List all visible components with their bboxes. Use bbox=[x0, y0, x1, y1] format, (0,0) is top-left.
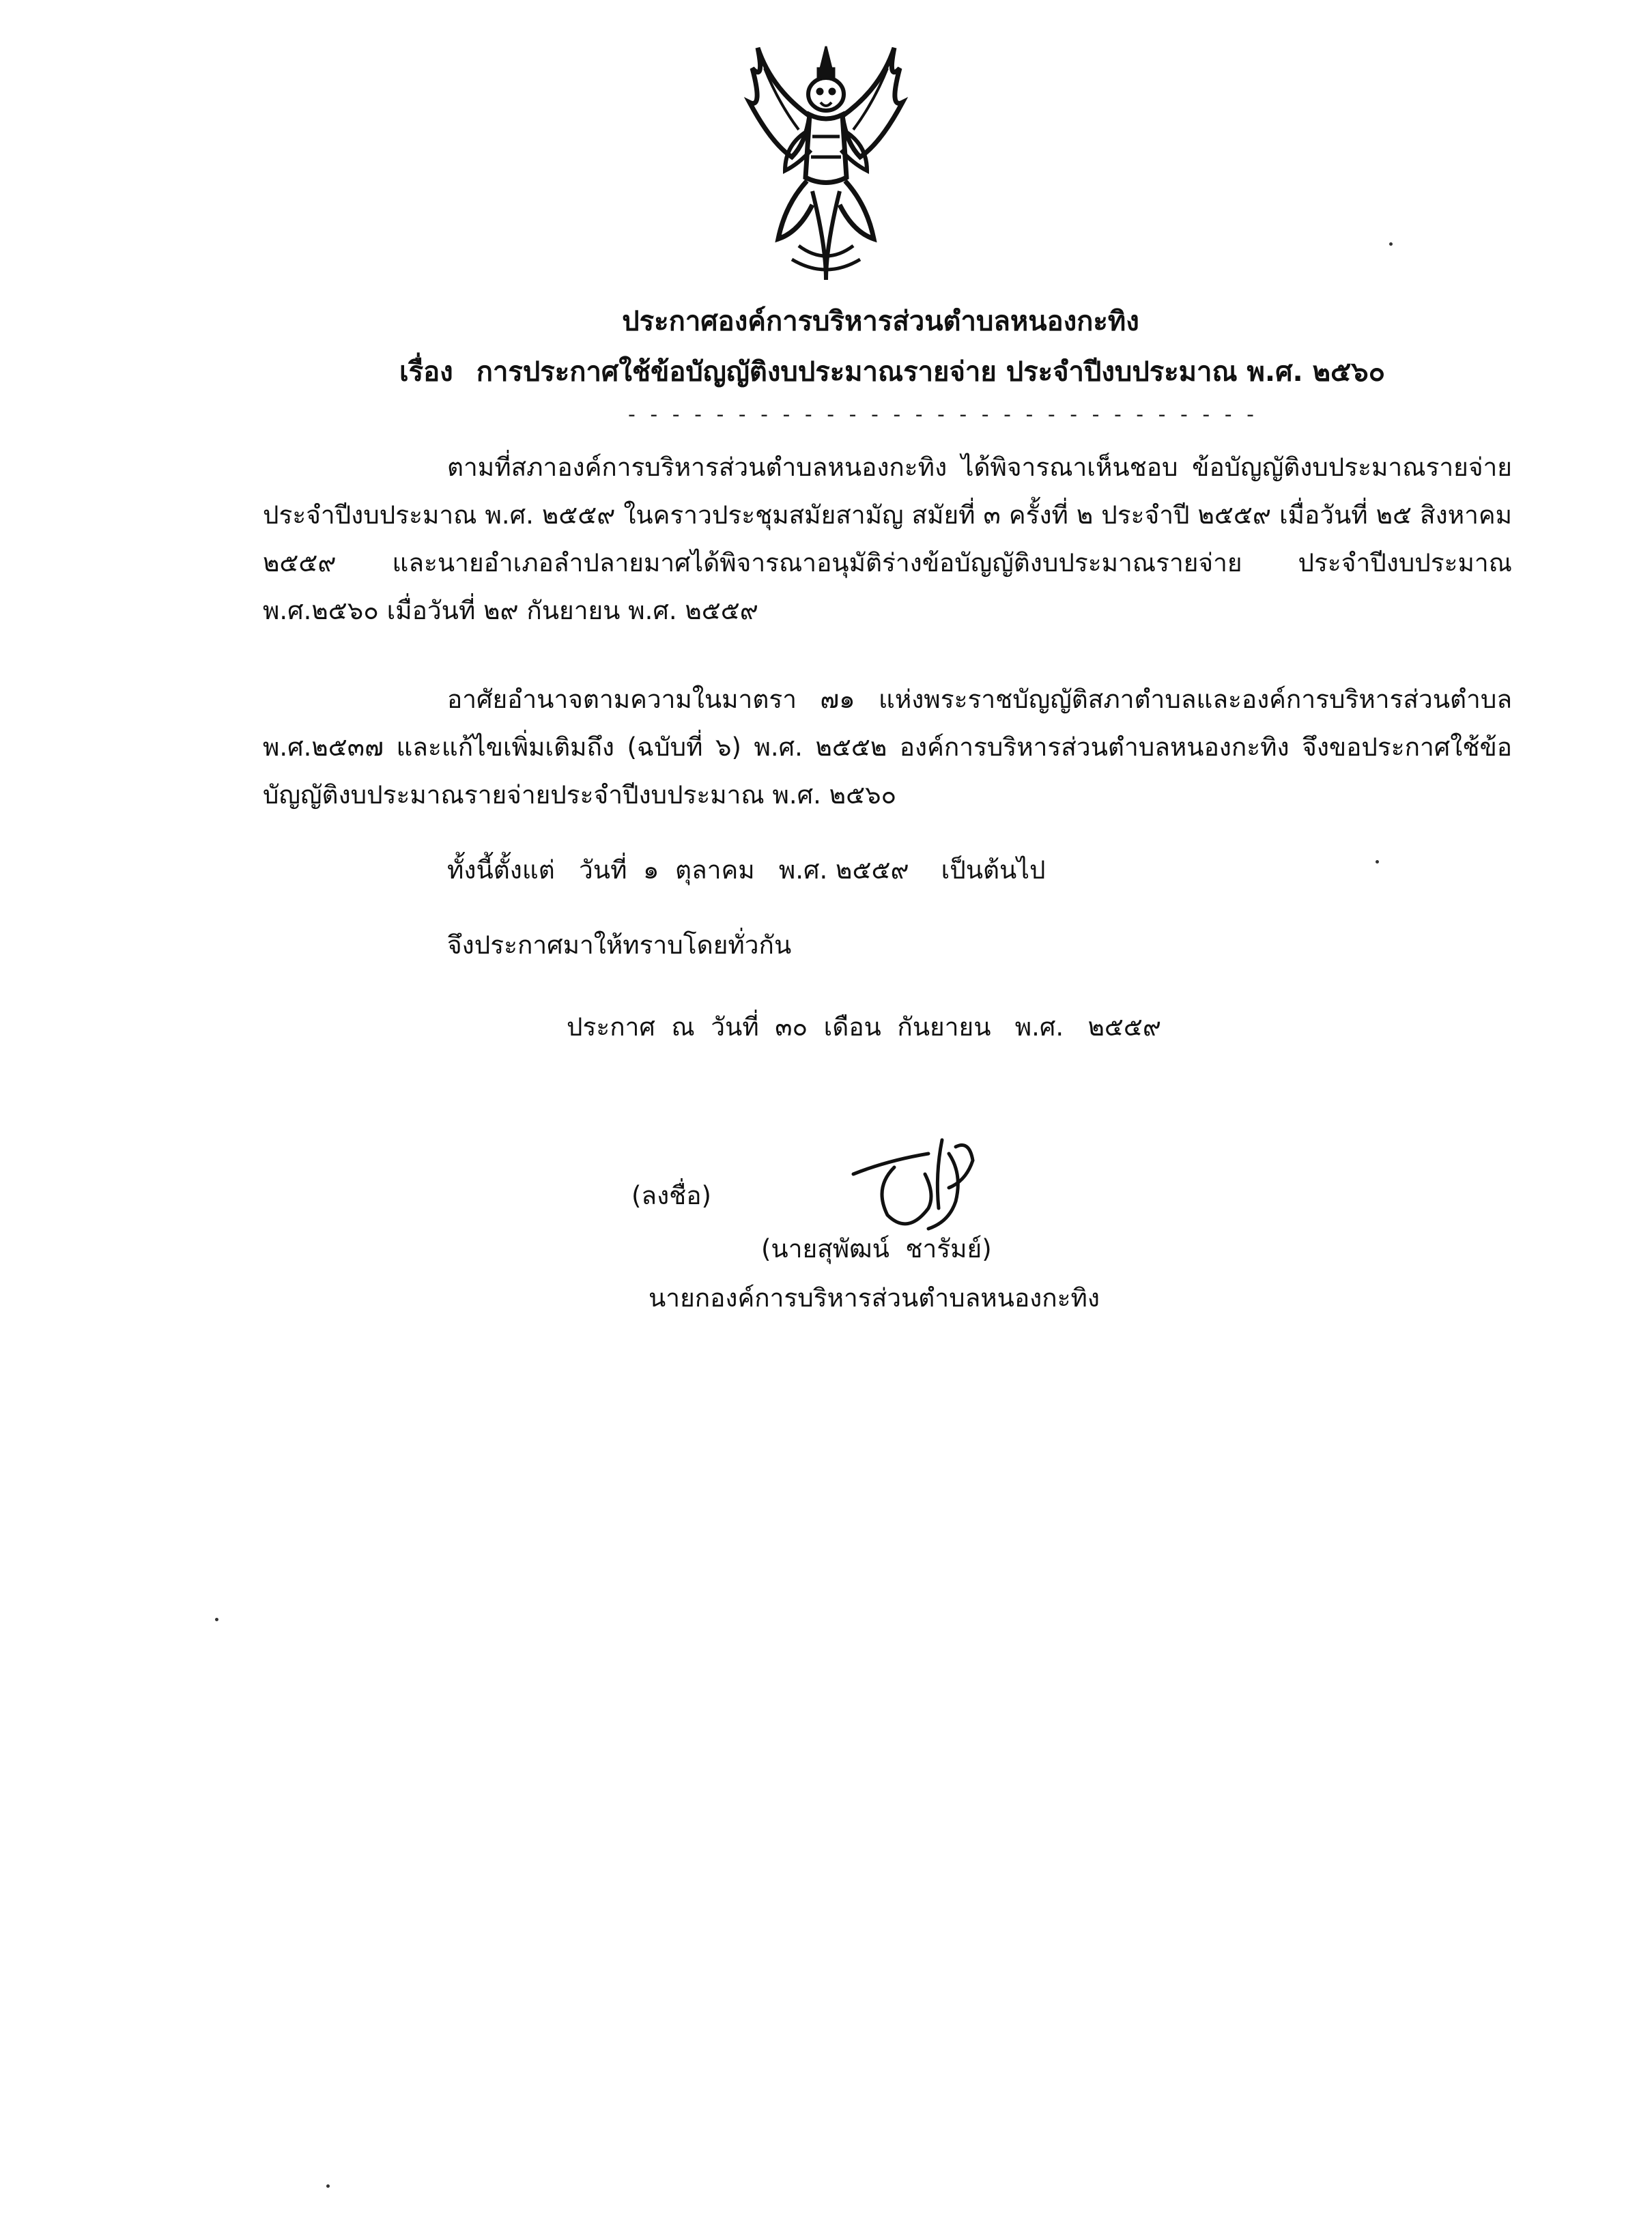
document-subject bbox=[399, 350, 1642, 393]
scan-speck bbox=[1376, 860, 1379, 864]
scan-speck bbox=[1389, 242, 1393, 246]
paragraph-2: อาศัยอำนาจตามความในมาตรา ๗๑ แห่งพระราชบัญญัติสภาตำบลและองค์การบริหารส่วนตำบล พ.ศ.๒๕๓๗ และแก้ไขเพิ่มเติมถึง (ฉบับที่ ๖) พ.ศ. ๒๕๕๒ องค์การบริหารส่วนตำบลหนองกะทิง จึงขอประกาศใช้ข้อบัญญัติงบประมาณรายจ่ายประจำปีงบประมาณ พ.ศ. ๒๕๖๐ bbox=[263, 685, 1512, 810]
scan-speck bbox=[326, 2184, 330, 2188]
signer-position: นายกองค์การบริหารส่วนตำบลหนองกะทิง bbox=[649, 1283, 1100, 1313]
scan-speck bbox=[215, 1618, 218, 1621]
separator-line: - - - - - - - - - - - - - - - - - - - - - - - - - - - - - bbox=[628, 403, 1258, 427]
subject-label: เรื่อง bbox=[399, 356, 453, 388]
effective-date-line: ทั้งนี้ตั้งแต่ วันที่ ๑ ตุลาคม พ.ศ. ๒๕๕๙ เป็นต้นไป bbox=[447, 855, 1046, 885]
dated-line: ประกาศ ณ วันที่ ๓๐ เดือน กันยายน พ.ศ. ๒๕๕๙ bbox=[567, 1012, 1161, 1042]
signature-label: (ลงชื่อ) bbox=[631, 1181, 711, 1210]
subject-text: การประกาศใช้ข้อบัญญัติงบประมาณรายจ่าย ประจำปีงบประมาณ พ.ศ. ๒๕๖๐ bbox=[476, 356, 1386, 388]
handwritten-signature bbox=[846, 1133, 1003, 1236]
paragraph-1: ตามที่สภาองค์การบริหารส่วนตำบลหนองกะทิง ได้พิจารณาเห็นชอบ ข้อบัญญัติงบประมาณรายจ่าย ประจำปีงบประมาณ พ.ศ. ๒๕๕๙ ในคราวประชุมสมัยสามัญ สมัยที่ ๓ ครั้งที่ ๒ ประจำปี ๒๕๕๙ เมื่อวันที่ ๒๕ สิงหาคม ๒๕๕๙ และนายอำเภอลำปลายมาศได้พิจารณาอนุมัติร่างข้อบัญญัติงบประมาณรายจ่าย ประจำปีงบประมาณ พ.ศ.๒๕๖๐ เมื่อวันที่ ๒๙ กันยายน พ.ศ. ๒๕๕๙ bbox=[263, 453, 1512, 625]
announcement-line: จึงประกาศมาให้ทราบโดยทั่วกัน bbox=[447, 930, 792, 960]
garuda-emblem-icon bbox=[744, 41, 908, 287]
signer-name: (นายสุพัฒน์ ชารัมย์) bbox=[761, 1234, 992, 1264]
document-org-heading: ประกาศองค์การบริหารส่วนตำบลหนองกะทิง bbox=[622, 306, 1139, 337]
